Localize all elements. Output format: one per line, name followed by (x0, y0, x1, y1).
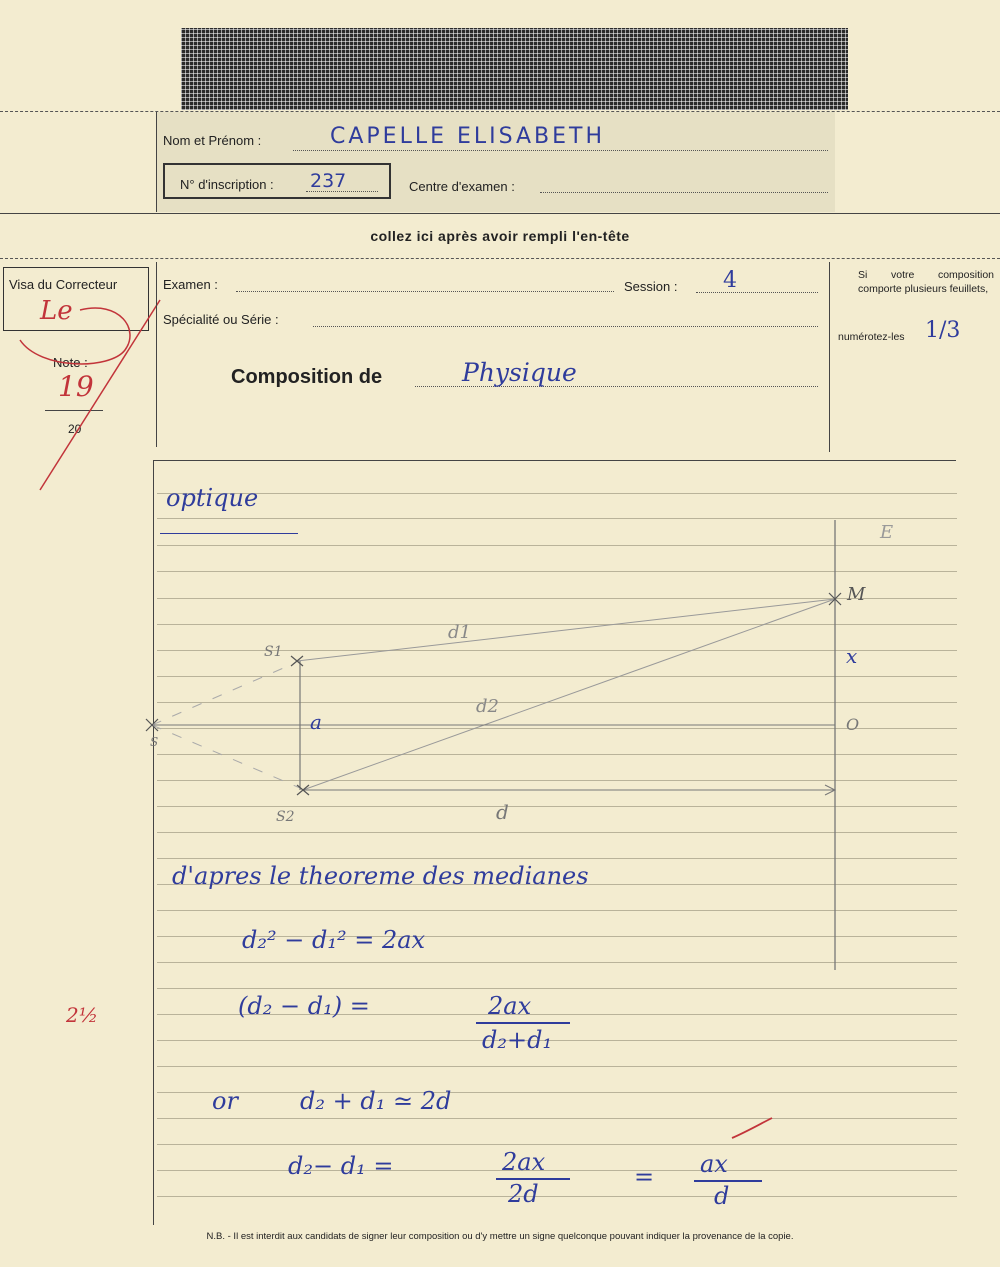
equation-4-equals: = (634, 1163, 655, 1191)
session-label: Session : (624, 279, 678, 294)
inscription-label: N° d'inscription : (180, 177, 274, 192)
paste-instruction: collez ici après avoir rempli l'en-tête (370, 228, 630, 244)
ruled-line (157, 518, 957, 519)
equation-4-left: d₂− d₁ = (288, 1152, 394, 1180)
examen-label: Examen : (163, 277, 218, 292)
equation-2-left: (d₂ − d₁) = (238, 992, 370, 1020)
label-d2: d2 (476, 696, 499, 717)
examen-dotline (236, 291, 614, 292)
nom-dotline (293, 150, 828, 151)
visa-initials: Le (40, 296, 73, 326)
cut-line-middle (0, 258, 1000, 259)
centre-dotline (540, 192, 828, 193)
ruled-line (157, 1066, 957, 1067)
composition-value: Physique (462, 358, 577, 387)
numerotez-label: numérotez-les (838, 331, 905, 343)
equation-4-denominator-1: 2d (508, 1180, 539, 1208)
ruled-line (157, 1170, 957, 1171)
header-bottom-rule (0, 213, 1000, 214)
label-x: x (846, 644, 858, 668)
ray-d1 (297, 599, 835, 661)
equation-2-bar (476, 1022, 570, 1024)
section-title: optique (166, 484, 259, 512)
numerotez-value: 1/3 (925, 318, 961, 343)
specialite-label: Spécialité ou Série : (163, 312, 279, 327)
dashed-s-s2 (152, 725, 300, 788)
ray-d2 (303, 599, 835, 790)
label-O: O (846, 715, 860, 734)
visa-label: Visa du Correcteur (9, 277, 118, 292)
label-S: S (150, 735, 159, 749)
barcode-strip (181, 28, 848, 110)
equation-4-numerator-2: ax (700, 1150, 728, 1178)
inscription-value: 237 (310, 170, 347, 192)
feuillets-note: Si votre composition comporte plusieurs feuillets, (858, 269, 994, 295)
ruled-line (157, 1118, 957, 1119)
correcteur-red-strokes (0, 260, 170, 500)
label-S2: S2 (276, 809, 295, 825)
label-E: E (880, 522, 894, 543)
footer-nb: N.B. - Il est interdit aux candidats de signer leur composition ou d'y mettre un signe quelconque pouvant indiquer la provenance de la copie. (206, 1231, 794, 1242)
equation-1: d₂² − d₁² = 2ax (242, 926, 426, 954)
nom-label: Nom et Prénom : (163, 133, 262, 148)
equation-3: d₂ + d₁ ≃ 2d (300, 1087, 452, 1115)
ruled-line (157, 493, 957, 494)
specialite-dotline (313, 326, 818, 327)
note-value: 19 (58, 370, 94, 403)
equation-2-denominator: d₂+d₁ (482, 1026, 553, 1054)
exam-right-rule (829, 262, 830, 452)
exam-left-rule (156, 262, 157, 447)
ruled-line (157, 1144, 957, 1145)
session-dotline (696, 292, 818, 293)
equation-2-numerator: 2ax (488, 992, 532, 1020)
theorem-line: d'apres le theoreme des medianes (172, 862, 589, 890)
red-check-mark (728, 1116, 778, 1146)
ruled-line (157, 988, 957, 989)
equation-4-denominator-2: d (714, 1182, 730, 1210)
centre-label: Centre d'examen : (409, 179, 515, 194)
note-max: 20 (68, 422, 82, 436)
equation-4-numerator-1: 2ax (502, 1148, 546, 1176)
header-left-rule (156, 112, 157, 212)
label-M: M (847, 584, 866, 605)
optics-diagram (140, 520, 900, 980)
ruled-line (157, 1092, 957, 1093)
equation-3-or: or (212, 1087, 238, 1115)
session-value: 4 (723, 268, 737, 293)
ruled-line (157, 1040, 957, 1041)
composition-label: Composition de (231, 366, 383, 388)
nom-value: CAPELLE ELISABETH (330, 124, 606, 149)
dashed-s-s1 (152, 663, 295, 725)
note-label: Note : (53, 355, 88, 370)
label-d: d (496, 800, 509, 824)
label-d1: d1 (448, 622, 471, 643)
label-S1: S1 (264, 644, 283, 660)
ruled-line (157, 1196, 957, 1197)
answer-frame-top (153, 460, 956, 461)
label-a: a (310, 710, 322, 734)
margin-score: 2½ (66, 1003, 99, 1027)
